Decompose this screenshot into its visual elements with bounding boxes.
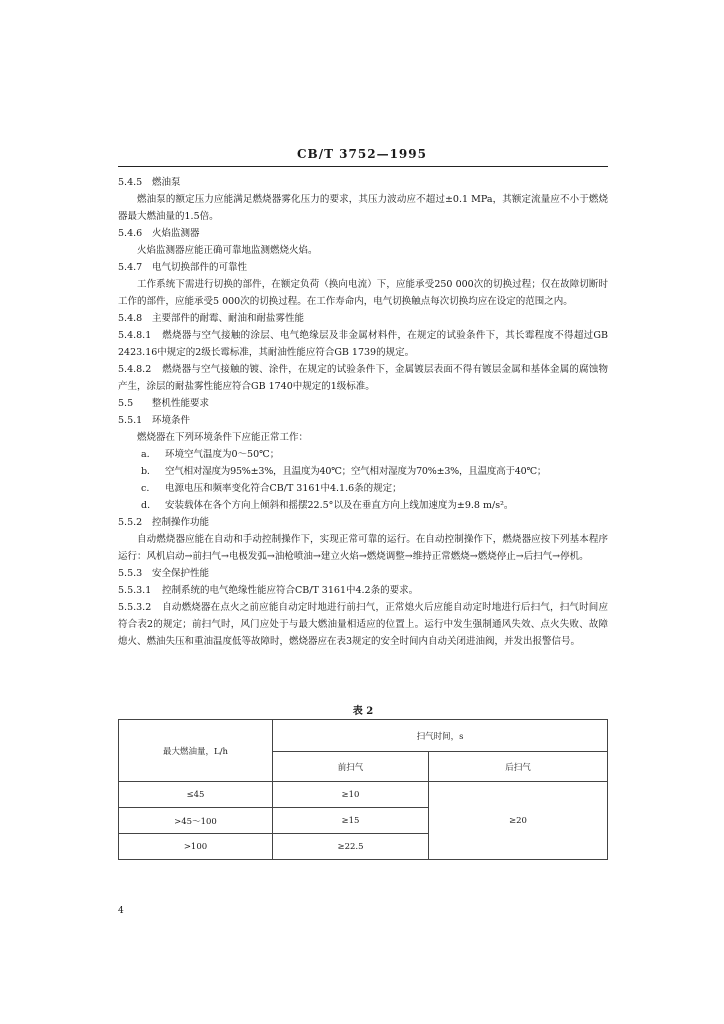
paragraph: 燃油泵的额定压力应能满足燃烧器雾化压力的要求，其压力波动应不超过±0.1 MPa，其额定流量应不小于燃烧器最大燃油量的1.5倍。 — [118, 194, 608, 222]
table-row — [119, 782, 608, 808]
cell-fuel: >100 — [119, 834, 273, 860]
cell-post: ≥20 — [429, 782, 608, 860]
section-heading: 5.4.7 电气切换部件的可靠性 — [118, 262, 248, 273]
col-header-purge-time: 扫气时间，s — [273, 720, 608, 752]
table-caption: 表 2 — [352, 706, 374, 717]
section-heading: 5.5 整机性能要求 — [118, 398, 210, 409]
paragraph: 工作系统下需进行切换的部件，在额定负荷（换向电流）下，应能承受250 000次的切换过程；仅在故障切断时工作的部件，应能承受5 000次的切换过程。在工作寿命内，电气切换触点每次切换均应在设定的范围之内。 — [118, 279, 608, 307]
paragraph: 火焰监测器应能正确可靠地监测燃烧火焰。 — [137, 245, 318, 256]
cell-pre: ≥22.5 — [273, 834, 429, 860]
section-heading: 5.4.8 主要部件的耐霉、耐油和耐盐雾性能 — [118, 313, 305, 324]
section-heading: 5.4.6 火焰监测器 — [118, 228, 200, 239]
col-header-fuel: 最大燃油量，L/h — [119, 720, 273, 782]
paragraph: 5.4.8.1 燃烧器与空气接触的涂层、电气绝缘层及非金属材料件，在规定的试验条件下，其长霉程度不得超过GB 2423.16中规定的2级长霉标准，其耐油性能应符合GB 1739的规定。 — [118, 330, 608, 358]
list-item: a. 环境空气温度为0～50℃； — [141, 449, 280, 460]
col-header-post-purge: 后扫气 — [429, 752, 608, 782]
paragraph: 自动燃烧器应能在自动和手动控制操作下，实现正常可靠的运行。在自动控制操作下，燃烧器应按下列基本程序运行：风机启动→前扫气→电极发弧→油枪喷油→建立火焰→燃烧调整→维持正常燃烧→燃烧停止→后扫气→停机。 — [118, 534, 608, 562]
col-header-pre-purge: 前扫气 — [273, 752, 429, 782]
section-heading: 5.4.5 燃油泵 — [118, 177, 181, 188]
paragraph: 5.4.8.2 燃烧器与空气接触的镀、涂件，在规定的试验条件下，金属镀层表面不得有镀层金属和基体金属的腐蚀物产生，涂层的耐盐雾性能应符合GB 1740中规定的1级标准。 — [118, 364, 608, 392]
purge-time-table — [118, 719, 608, 860]
list-item: d. 安装载体在各个方向上倾斜和摇摆22.5°以及在垂直方向上线加速度为±9.8 m/s²。 — [141, 500, 514, 511]
document-body — [118, 174, 608, 650]
cell-pre: ≥15 — [273, 808, 429, 834]
list-item: c. 电源电压和频率变化符合CB/T 3161中4.1.6条的规定； — [141, 483, 402, 494]
cell-fuel: ≤45 — [119, 782, 273, 808]
header-rule — [118, 166, 608, 167]
paragraph: 5.5.3.1 控制系统的电气绝缘性能应符合CB/T 3161中4.2条的要求。 — [118, 585, 419, 596]
cell-pre: ≥10 — [273, 782, 429, 808]
cell-fuel: >45～100 — [119, 808, 273, 834]
section-heading: 5.5.2 控制操作功能 — [118, 517, 210, 528]
section-heading: 5.5.1 环境条件 — [118, 415, 191, 426]
paragraph: 燃烧器在下列环境条件下应能正常工作： — [137, 432, 309, 443]
paragraph: 5.5.3.2 自动燃烧器在点火之前应能自动定时地进行前扫气，正常熄火后应能自动定时地进行后扫气，扫气时间应符合表2的规定；前扫气时，风门应处于与最大燃油量相适应的位置上。运行中发生强制通风失效、点火失败、故障熄火、燃油失压和重油温度低等故障时，燃烧器应在表3规定的安全时间内自动关闭进油阀，并发出报警信号。 — [118, 602, 608, 647]
page-number: 4 — [118, 906, 124, 916]
section-heading: 5.5.3 安全保护性能 — [118, 568, 210, 579]
list-item: b. 空气相对湿度为95%±3%，且温度为40℃；空气相对湿度为70%±3%，且温度高于40℃； — [141, 466, 547, 477]
page-header: CB/T 3752—1995 — [297, 147, 427, 161]
